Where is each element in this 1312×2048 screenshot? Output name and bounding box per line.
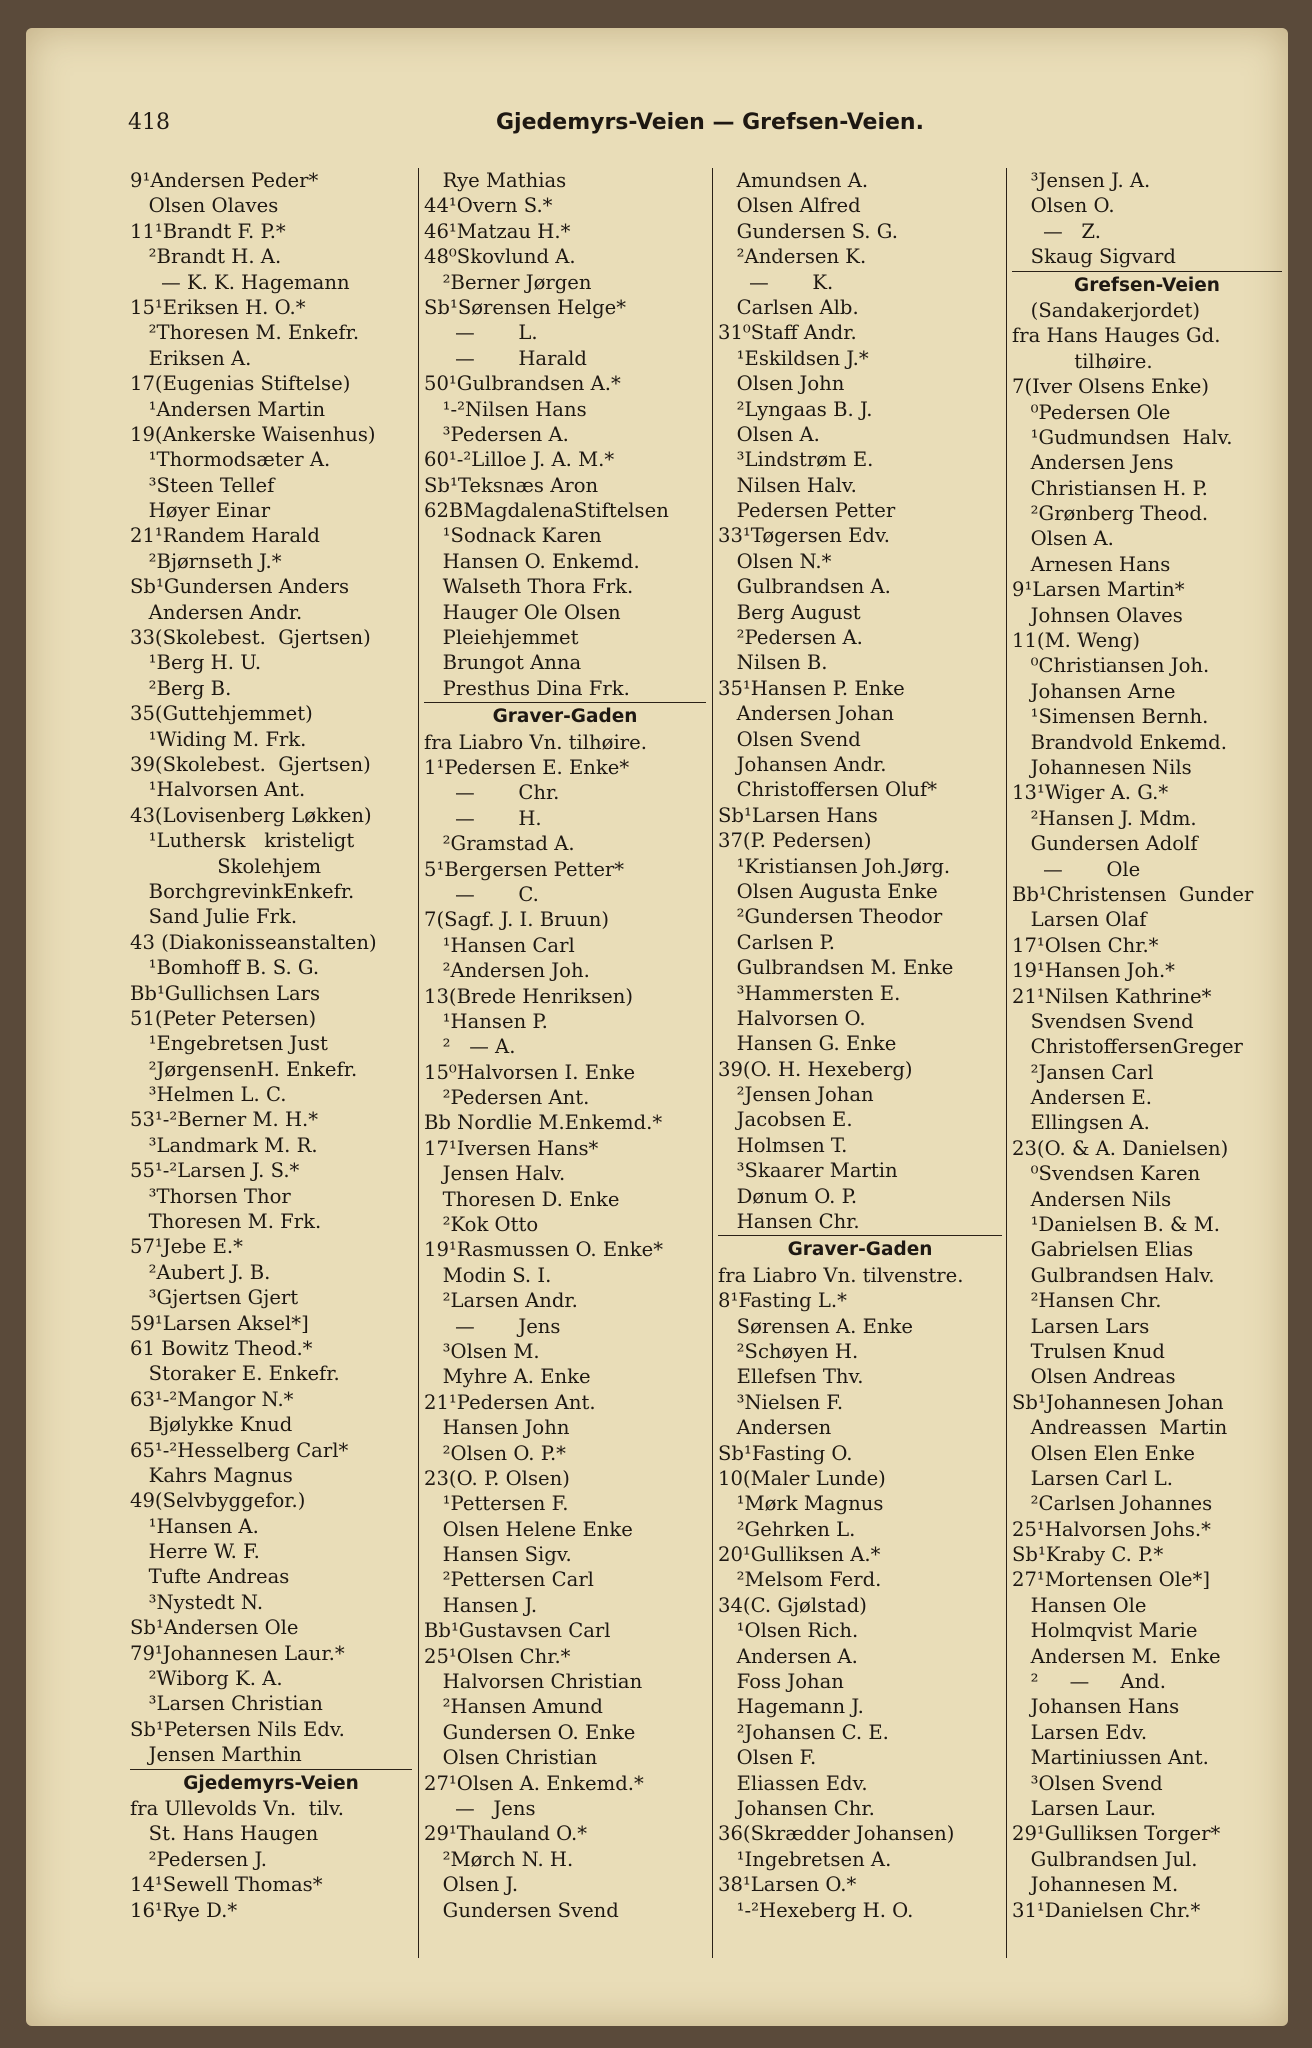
directory-entry: Brandvold Enkemd. xyxy=(1012,730,1227,754)
directory-entry: Olsen O. xyxy=(1012,194,1115,218)
directory-entry: ²Andersen Joh. xyxy=(424,959,590,983)
directory-entry: ¹-²Nilsen Hans xyxy=(424,397,587,421)
directory-entry: Hagemann J. xyxy=(718,1695,864,1719)
directory-entry: ¹Halvorsen Ant. xyxy=(130,778,306,802)
directory-entry: Gulbrandsen Halv. xyxy=(1012,1263,1215,1287)
directory-entry: ¹Ingebretsen A. xyxy=(718,1847,892,1871)
directory-entry: Trulsen Knud xyxy=(1012,1339,1165,1363)
directory-entry: Bb¹Christensen Gunder xyxy=(1012,882,1254,906)
directory-entry: Johannesen M. xyxy=(1012,1873,1179,1897)
directory-entry: 25¹Halvorsen Johs.* xyxy=(1012,1517,1211,1541)
directory-entry: ³Pedersen A. xyxy=(424,422,569,446)
directory-entry: Jensen Marthin xyxy=(130,1743,302,1767)
directory-entry: Holmqvist Marie xyxy=(1012,1619,1198,1643)
directory-entry: Larsen Laur. xyxy=(1012,1797,1156,1820)
street-heading: Graver-Gaden xyxy=(787,1239,933,1261)
directory-entry: — Harald xyxy=(424,346,587,370)
directory-entry: ³Landmark M. R. xyxy=(130,1133,318,1157)
directory-entry: — C. xyxy=(424,882,539,906)
directory-entry: Høyer Einar xyxy=(130,499,271,523)
directory-entry: Larsen Edv. xyxy=(1012,1720,1148,1744)
directory-entry: ²Thoresen M. Enkefr. xyxy=(130,321,360,345)
directory-entry: Olsen F. xyxy=(718,1746,817,1770)
directory-entry: Gundersen Adolf xyxy=(1012,832,1198,856)
directory-entry: 25¹Olsen Chr.* xyxy=(424,1644,571,1668)
directory-entry: Olsen N.* xyxy=(718,549,832,573)
directory-entry: Johnsen Olaves xyxy=(1012,603,1183,627)
directory-entry: Halvorsen O. xyxy=(718,1006,866,1030)
directory-entry: ²Gundersen Theodor xyxy=(718,905,943,929)
directory-entry: Hansen Chr. xyxy=(718,1210,860,1234)
directory-entry: Bb¹Gustavsen Carl xyxy=(424,1619,611,1643)
directory-entry: ²Lyngaas B. J. xyxy=(718,397,873,421)
directory-entry: Sb¹Petersen Nils Edv. xyxy=(130,1717,345,1741)
directory-entry: 48⁰Skovlund A. xyxy=(424,245,576,269)
directory-entry: Hansen Sigv. xyxy=(424,1543,572,1567)
directory-entry: ³Jensen J. A. xyxy=(1012,169,1151,192)
directory-entry: Jensen Halv. xyxy=(424,1162,566,1186)
directory-entry: 36(Skrædder Johansen) xyxy=(718,1822,955,1846)
page-header xyxy=(26,110,1288,150)
directory-entry: ¹-²Hexeberg H. O. xyxy=(718,1898,914,1922)
directory-entry: Nilsen Halv. xyxy=(718,473,857,497)
directory-entry: Ellefsen Thv. xyxy=(718,1365,864,1389)
directory-entry: 11(M. Weng) xyxy=(1012,629,1141,653)
directory-entry: ¹Luthersk kristeligt xyxy=(130,829,355,853)
directory-entry: Sb¹Johannesen Johan xyxy=(1012,1390,1224,1414)
directory-entry: 9¹Larsen Martin* xyxy=(1012,578,1185,602)
directory-entry: Martiniussen Ant. xyxy=(1012,1746,1209,1770)
directory-entry: Gabrielsen Elias xyxy=(1012,1238,1194,1262)
directory-entry: Hansen O. Enkemd. xyxy=(424,549,640,573)
directory-entry: ²Melsom Ferd. xyxy=(718,1568,882,1592)
directory-entry: Bb Nordlie M.Enkemd.* xyxy=(424,1111,663,1135)
directory-entry: 35¹Hansen P. Enke xyxy=(718,676,905,700)
directory-entry: Thoresen D. Enke xyxy=(424,1187,620,1211)
directory-entry: Olsen Christian xyxy=(424,1746,598,1770)
directory-entry: 39(O. H. Hexeberg) xyxy=(718,1057,913,1081)
directory-entry: ²Hansen Amund xyxy=(424,1695,603,1719)
directory-entry: 61 Bowitz Theod.* xyxy=(130,1336,313,1360)
directory-entry: — K. K. Hagemann xyxy=(130,270,350,294)
directory-entry: Nilsen B. xyxy=(718,651,828,675)
directory-entry: ²Johansen C. E. xyxy=(718,1720,889,1744)
directory-entry: 34(C. Gjølstad) xyxy=(718,1593,867,1617)
directory-entry: ³Olsen Svend xyxy=(1012,1771,1163,1795)
directory-entry: BorchgrevinkEnkefr. xyxy=(130,879,355,903)
directory-entry: Sb¹Andersen Ole xyxy=(130,1616,299,1640)
directory-entry: Olsen J. xyxy=(424,1873,519,1897)
directory-entry: ¹Hansen A. xyxy=(130,1514,259,1538)
directory-entry: ²Jansen Carl xyxy=(1012,1060,1154,1084)
directory-entry: 43 (Diakonisseanstalten) xyxy=(130,930,377,954)
directory-entry: ²Bjørnseth J.* xyxy=(130,549,282,573)
directory-entry: 43(Lovisenberg Løkken) xyxy=(130,803,372,827)
directory-entry: Jacobsen E. xyxy=(718,1108,853,1132)
directory-entry: 55¹-²Larsen J. S.* xyxy=(130,1159,300,1183)
directory-entry: ³Helmen L. C. xyxy=(130,1083,287,1107)
directory-entry: 15¹Eriksen H. O.* xyxy=(130,295,306,319)
directory-entry: ¹Simensen Bernh. xyxy=(1012,705,1209,729)
directory-entry: Ellingsen A. xyxy=(1012,1111,1150,1135)
directory-entry: 1¹Pedersen E. Enke* xyxy=(424,755,630,779)
directory-entry: 23(O. P. Olsen) xyxy=(424,1466,570,1490)
directory-entry: 21¹Randem Harald xyxy=(130,524,320,548)
column-divider-2 xyxy=(712,168,713,1958)
directory-entry: Eriksen A. xyxy=(130,346,252,370)
directory-entry: Presthus Dina Frk. xyxy=(424,676,630,700)
directory-entry: Johansen Arne xyxy=(1012,679,1176,703)
directory-entry: Larsen Carl L. xyxy=(1012,1466,1174,1490)
directory-entry: ²Olsen O. P.* xyxy=(424,1441,566,1465)
directory-entry: Christiansen H. P. xyxy=(1012,476,1208,500)
directory-entry: — Chr. xyxy=(424,781,560,805)
directory-entry: 17¹Iversen Hans* xyxy=(424,1136,599,1160)
directory-entry: 57¹Jebe E.* xyxy=(130,1235,243,1259)
directory-entry: ²Schøyen H. xyxy=(718,1339,859,1363)
directory-entry: Olsen A. xyxy=(718,422,820,446)
directory-entry: Sb¹Larsen Hans xyxy=(718,803,878,827)
street-heading: Gjedemyrs-Veien xyxy=(183,1772,359,1794)
directory-entry: 62BMagdalenaStiftelsen xyxy=(424,499,669,523)
directory-entry: Modin S. I. xyxy=(424,1263,552,1287)
directory-entry: ²Mørch N. H. xyxy=(424,1847,574,1871)
directory-entry: Brungot Anna xyxy=(424,651,582,675)
directory-entry: Larsen Lars xyxy=(1012,1314,1150,1338)
directory-entry: ¹Hansen P. xyxy=(424,1009,548,1033)
directory-entry: — L. xyxy=(424,321,538,345)
directory-entry: ³Steen Tellef xyxy=(130,473,275,497)
directory-entry: ²Kok Otto xyxy=(424,1213,539,1237)
directory-entry: Christoffersen Oluf* xyxy=(718,778,938,802)
directory-entry: Sb¹Fasting O. xyxy=(718,1441,853,1465)
section-rule xyxy=(424,702,706,703)
directory-entry: Johansen Chr. xyxy=(718,1797,875,1820)
directory-entry: 5¹Bergersen Petter* xyxy=(424,857,625,881)
directory-entry: 19¹Hansen Joh.* xyxy=(1012,959,1175,983)
directory-entry: Olsen Andreas xyxy=(1012,1365,1176,1389)
directory-entry: — Z. xyxy=(1012,219,1101,243)
directory-entry: Pedersen Petter xyxy=(718,499,896,523)
directory-entry: Foss Johan xyxy=(718,1670,844,1694)
directory-entry: Sand Julie Frk. xyxy=(130,905,298,929)
directory-entry: ⁰Pedersen Ole xyxy=(1012,400,1171,424)
directory-entry: Hansen John xyxy=(424,1416,570,1440)
directory-entry: ³Nielsen F. xyxy=(718,1390,844,1414)
directory-entry: ²Carlsen Johannes xyxy=(1012,1492,1213,1516)
directory-entry: ³Nystedt N. xyxy=(130,1590,264,1614)
directory-entry: Andersen Johan xyxy=(718,702,895,726)
column-divider-1 xyxy=(418,168,419,1958)
directory-entry: Gulbrandsen A. xyxy=(718,575,891,599)
directory-entry: Larsen Olaf xyxy=(1012,908,1147,932)
directory-entry: ²Berner Jørgen xyxy=(424,270,592,294)
directory-entry: ²Gehrken L. xyxy=(718,1517,856,1541)
directory-entry: 11¹Brandt F. P.* xyxy=(130,219,286,243)
directory-entry: Hansen Ole xyxy=(1012,1593,1147,1617)
directory-entry: ³Thorsen Thor xyxy=(130,1184,291,1208)
directory-entry: 31¹Danielsen Chr.* xyxy=(1012,1898,1201,1922)
directory-entry: Olsen Elen Enke xyxy=(1012,1441,1195,1465)
street-heading: Graver-Gaden xyxy=(492,706,638,728)
directory-entry: fra Ullevolds Vn. tilv. xyxy=(130,1797,344,1820)
directory-entry: Eliassen Edv. xyxy=(718,1771,868,1795)
directory-entry: Herre W. F. xyxy=(130,1540,260,1564)
directory-entry: Olsen Olaves xyxy=(130,194,279,218)
directory-entry: 65¹-²Hesselberg Carl* xyxy=(130,1438,349,1462)
directory-entry: ¹Berg H. U. xyxy=(130,651,262,675)
directory-entry: Walseth Thora Frk. xyxy=(424,575,634,599)
directory-entry: Bjølykke Knud xyxy=(130,1413,293,1437)
directory-entry: — H. xyxy=(424,806,542,830)
directory-entry: 29¹Gulliksen Torger* xyxy=(1012,1822,1221,1846)
directory-entry: Johannesen Nils xyxy=(1012,755,1192,779)
directory-entry: ¹Olsen Rich. xyxy=(718,1619,859,1643)
directory-entry: 33(Skolebest. Gjertsen) xyxy=(130,626,371,650)
directory-entry: 21¹Nilsen Kathrine* xyxy=(1012,984,1212,1008)
directory-entry: 9¹Andersen Peder* xyxy=(130,169,319,192)
directory-entry: ²Pedersen A. xyxy=(718,626,863,650)
directory-entry: ²JørgensenH. Enkefr. xyxy=(130,1057,358,1081)
directory-entry: 60¹-²Lilloe J. A. M.* xyxy=(424,448,615,472)
directory-entry: 8¹Fasting L.* xyxy=(718,1289,847,1313)
directory-entry: 79¹Johannesen Laur.* xyxy=(130,1641,345,1665)
section-rule xyxy=(718,1235,1002,1236)
directory-entry: 7(Iver Olsens Enke) xyxy=(1012,375,1210,399)
directory-entry: Olsen Alfred xyxy=(718,194,861,218)
directory-entry: ²Pedersen J. xyxy=(130,1847,268,1871)
directory-entry: ¹Gudmundsen Halv. xyxy=(1012,425,1233,449)
directory-entry: Carlsen Alb. xyxy=(718,295,859,319)
directory-entry: ¹Sodnack Karen xyxy=(424,524,602,548)
directory-entry: ¹Danielsen B. & M. xyxy=(1012,1213,1220,1237)
directory-entry: 17¹Olsen Chr.* xyxy=(1012,933,1159,957)
directory-entry: fra Liabro Vn. tilvenstre. xyxy=(718,1263,964,1287)
directory-entry: ³Skaarer Martin xyxy=(718,1159,898,1183)
directory-entry: Gundersen O. Enke xyxy=(424,1720,636,1744)
directory-entry: Sb¹Sørensen Helge* xyxy=(424,295,627,319)
directory-entry: Sb¹Kraby C. P.* xyxy=(1012,1543,1164,1567)
directory-entry: ¹Widing M. Frk. xyxy=(130,727,307,751)
directory-entry: 46¹Matzau H.* xyxy=(424,219,571,243)
directory-entry: ⁰Christiansen Joh. xyxy=(1012,654,1210,678)
directory-entry: ³Larsen Christian xyxy=(130,1692,323,1716)
directory-entry: Bb¹Gullichsen Lars xyxy=(130,981,321,1005)
directory-entry: Johansen Hans xyxy=(1012,1695,1180,1719)
directory-entry: ¹Hansen Carl xyxy=(424,933,575,957)
directory-entry: 14¹Sewell Thomas* xyxy=(130,1873,323,1897)
directory-entry: 23(O. & A. Danielsen) xyxy=(1012,1136,1229,1160)
directory-entry: Rye Mathias xyxy=(424,169,567,192)
section-rule xyxy=(1012,271,1282,272)
directory-entry: Olsen A. xyxy=(1012,527,1114,551)
directory-entry: 10(Maler Lunde) xyxy=(718,1466,886,1490)
directory-entry: 29¹Thauland O.* xyxy=(424,1822,588,1846)
directory-entry: Andersen A. xyxy=(718,1644,858,1668)
directory-entry: 63¹-²Mangor N.* xyxy=(130,1387,294,1411)
directory-entry: St. Hans Haugen xyxy=(130,1822,319,1846)
directory-entry: Storaker E. Enkefr. xyxy=(130,1362,340,1386)
directory-entry: 53¹-²Berner M. H.* xyxy=(130,1108,319,1132)
directory-entry: ²Larsen Andr. xyxy=(424,1289,578,1313)
directory-entry: Gundersen Svend xyxy=(424,1898,619,1922)
directory-entry: ²Aubert J. B. xyxy=(130,1260,271,1284)
directory-entry: 59¹Larsen Aksel*] xyxy=(130,1311,309,1335)
directory-entry: Hansen G. Enke xyxy=(718,1032,897,1056)
directory-entry: 20¹Gulliksen A.* xyxy=(718,1543,881,1567)
directory-entry: Johansen Andr. xyxy=(718,752,887,776)
directory-entry: Gulbrandsen M. Enke xyxy=(718,956,954,980)
directory-entry: Halvorsen Christian xyxy=(424,1670,643,1694)
directory-page xyxy=(26,28,1288,2026)
directory-entry: Olsen John xyxy=(718,372,845,396)
directory-entry: ¹Eskildsen J.* xyxy=(718,346,869,370)
directory-entry: Arnesen Hans xyxy=(1012,552,1171,576)
column-4 xyxy=(1012,168,1282,1923)
directory-entry: 51(Peter Petersen) xyxy=(130,1006,317,1030)
directory-entry: Kahrs Magnus xyxy=(130,1463,293,1487)
directory-entry: ²Hansen J. Mdm. xyxy=(1012,806,1197,830)
directory-entry: ⁰Svendsen Karen xyxy=(1012,1162,1201,1186)
page-number: 418 xyxy=(128,110,170,135)
directory-entry: ³Gjertsen Gjert xyxy=(130,1286,299,1310)
directory-entry: Sb¹Teksnæs Aron xyxy=(424,473,599,497)
directory-entry: Sb¹Gundersen Anders xyxy=(130,575,350,599)
directory-entry: Andersen M. Enke xyxy=(1012,1644,1221,1668)
directory-entry: ¹Engebretsen Just xyxy=(130,1032,328,1056)
directory-entry: Skolehjem xyxy=(130,854,322,878)
directory-entry: — K. xyxy=(718,270,834,294)
directory-entry: Svendsen Svend xyxy=(1012,1009,1194,1033)
directory-entry: Dønum O. P. xyxy=(718,1184,858,1208)
directory-entry: 37(P. Pedersen) xyxy=(718,829,872,853)
column-3 xyxy=(718,168,1002,1923)
directory-entry: tilhøire. xyxy=(1012,349,1153,373)
directory-entry: Andersen E. xyxy=(1012,1086,1152,1110)
directory-entry: Gundersen S. G. xyxy=(718,219,898,243)
directory-entry: ²Grønberg Theod. xyxy=(1012,502,1209,526)
directory-entry: ²Pettersen Carl xyxy=(424,1568,594,1592)
directory-entry: — Jens xyxy=(424,1314,561,1338)
directory-entry: 38¹Larsen O.* xyxy=(718,1873,857,1897)
directory-entry: 49(Selvbyggefor.) xyxy=(130,1489,306,1513)
directory-entry: ²Andersen K. xyxy=(718,245,867,269)
directory-entry: Andersen Jens xyxy=(1012,451,1174,475)
directory-entry: ¹Mørk Magnus xyxy=(718,1492,884,1516)
directory-entry: Thoresen M. Frk. xyxy=(130,1210,322,1234)
directory-entry: — Jens xyxy=(424,1797,536,1820)
directory-entry: Amundsen A. xyxy=(718,169,869,192)
directory-entry: 35(Guttehjemmet) xyxy=(130,702,313,726)
directory-entry: ²Pedersen Ant. xyxy=(424,1086,590,1110)
directory-entry: 33¹Tøgersen Edv. xyxy=(718,524,890,548)
directory-entry: 15⁰Halvorsen I. Enke xyxy=(424,1060,636,1084)
directory-entry: ¹Andersen Martin xyxy=(130,397,326,421)
directory-entry: ³Lindstrøm E. xyxy=(718,448,874,472)
directory-entry: 27¹Mortensen Ole*] xyxy=(1012,1568,1210,1592)
directory-entry: Andersen xyxy=(718,1416,832,1440)
directory-entry: ¹Thormodsæter A. xyxy=(130,448,331,472)
directory-entry: 44¹Overn S.* xyxy=(424,194,553,218)
directory-entry: ²Jensen Johan xyxy=(718,1083,874,1107)
directory-entry: ² — And. xyxy=(1012,1670,1166,1694)
page-title: Gjedemyrs-Veien — Grefsen-Veien. xyxy=(496,110,924,135)
directory-entry: 39(Skolebest. Gjertsen) xyxy=(130,752,371,776)
directory-entry: 17(Eugenias Stiftelse) xyxy=(130,372,351,396)
directory-entry: 13¹Wiger A. G.* xyxy=(1012,781,1169,805)
directory-entry: ¹Kristiansen Joh.Jørg. xyxy=(718,854,951,878)
directory-entry: ²Gramstad A. xyxy=(424,832,575,856)
directory-entry: 13(Brede Henriksen) xyxy=(424,984,634,1008)
directory-entry: Tufte Andreas xyxy=(130,1565,290,1589)
directory-entry: Carlsen P. xyxy=(718,930,835,954)
directory-entry: ³Olsen M. xyxy=(424,1339,540,1363)
directory-entry: 27¹Olsen A. Enkemd.* xyxy=(424,1771,644,1795)
section-rule xyxy=(130,1769,412,1770)
directory-entry: 7(Sagf. J. I. Bruun) xyxy=(424,908,610,932)
directory-entry: ² — A. xyxy=(424,1035,516,1059)
directory-entry: Andersen Nils xyxy=(1012,1187,1172,1211)
directory-entry: ²Wiborg K. A. xyxy=(130,1667,283,1691)
directory-entry: Olsen Augusta Enke xyxy=(718,879,938,903)
directory-entry: ²Hansen Chr. xyxy=(1012,1289,1162,1313)
street-heading: Grefsen-Veien xyxy=(1074,274,1220,296)
directory-entry: 50¹Gulbrandsen A.* xyxy=(424,372,621,396)
column-2 xyxy=(424,168,706,1923)
directory-entry: 21¹Pedersen Ant. xyxy=(424,1390,596,1414)
directory-entry: ¹Bomhoff B. S. G. xyxy=(130,956,320,980)
directory-entry: ²Brandt H. A. xyxy=(130,245,282,269)
directory-entry: 16¹Rye D.* xyxy=(130,1898,238,1922)
column-divider-3 xyxy=(1006,168,1007,1958)
directory-entry: fra Liabro Vn. tilhøire. xyxy=(424,730,647,754)
directory-entry: Gulbrandsen Jul. xyxy=(1012,1847,1198,1871)
directory-entry: Skaug Sigvard xyxy=(1012,245,1176,269)
directory-entry: 31⁰Staff Andr. xyxy=(718,321,857,345)
directory-entry: (Sandakerjordet) xyxy=(1012,298,1201,322)
directory-entry: ChristoffersenGreger xyxy=(1012,1035,1243,1059)
directory-entry: Andersen Andr. xyxy=(130,600,303,624)
directory-entry: Andreassen Martin xyxy=(1012,1416,1228,1440)
column-1 xyxy=(130,168,412,1923)
directory-entry: 19¹Rasmussen O. Enke* xyxy=(424,1238,664,1262)
directory-entry: fra Hans Hauges Gd. xyxy=(1012,324,1221,348)
directory-entry: Holmsen T. xyxy=(718,1133,848,1157)
directory-entry: Hauger Ole Olsen xyxy=(424,600,621,624)
directory-entry: Hansen J. xyxy=(424,1593,538,1617)
directory-entry: Olsen Helene Enke xyxy=(424,1517,633,1541)
directory-entry: ²Berg B. xyxy=(130,676,232,700)
directory-entry: 19(Ankerske Waisenhus) xyxy=(130,422,376,446)
directory-entry: — Ole xyxy=(1012,857,1141,881)
directory-entry: Berg August xyxy=(718,600,861,624)
directory-entry: ³Hammersten E. xyxy=(718,981,901,1005)
directory-entry: Pleiehjemmet xyxy=(424,626,579,650)
directory-entry: Myhre A. Enke xyxy=(424,1365,591,1389)
directory-entry: ¹Pettersen F. xyxy=(424,1492,569,1516)
directory-entry: Olsen Svend xyxy=(718,727,861,751)
directory-entry: Sørensen A. Enke xyxy=(718,1314,913,1338)
